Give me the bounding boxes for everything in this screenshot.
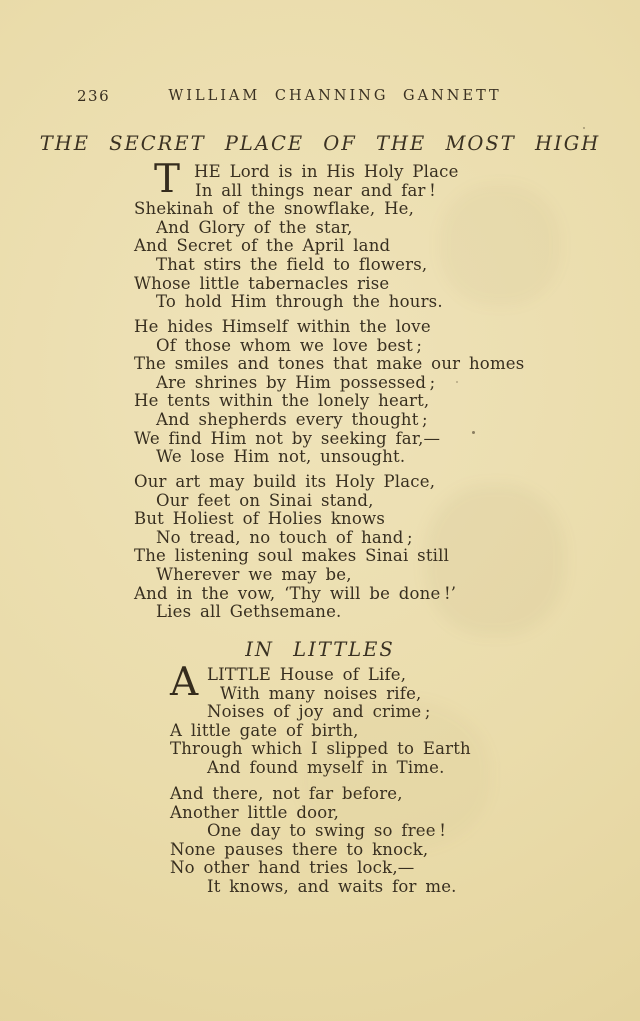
- poem-line: HE Lord is in His Holy Place: [194, 162, 459, 181]
- poem-line: He hides Himself within the love: [134, 317, 431, 336]
- poem-line: With many noises rife,: [220, 683, 422, 703]
- poem-line: And found myself in Time.: [207, 757, 445, 777]
- poem-line: A little gate of birth,: [170, 720, 359, 740]
- poem-line: That stirs the field to flowers,: [156, 254, 428, 274]
- poem-line: Wherever we may be,: [156, 564, 352, 584]
- poem-line: Lies all Gethsemane.: [156, 602, 342, 622]
- poem-line: Noises of joy and crime ;: [207, 702, 431, 722]
- stanza: [134, 473, 456, 622]
- poem-title-in-littles: IN LITTLES: [245, 638, 395, 661]
- ink-speck: [583, 127, 585, 129]
- poem-line: The listening soul makes Sinai still: [134, 546, 450, 566]
- poem-line: Whose little tabernacles rise: [134, 273, 390, 293]
- poem-line: And in the vow, ‘Thy will be done !’: [134, 583, 457, 603]
- stanza: [134, 157, 459, 312]
- poem-line: In all things near and far !: [195, 180, 436, 200]
- drop-cap: T: [154, 157, 181, 202]
- poem-line: LITTLE House of Life,: [207, 665, 407, 684]
- poem-title-secret-place: THE SECRET PLACE OF THE MOST HIGH: [39, 132, 601, 155]
- stanza: [170, 660, 471, 778]
- poem-line: It knows, and waits for me.: [207, 876, 457, 896]
- poem-line: And shepherds every thought ;: [156, 409, 428, 429]
- drop-cap: A: [170, 660, 199, 705]
- poem-line: And Secret of the April land: [134, 236, 391, 256]
- poem-line: Our art may build its Holy Place,: [134, 472, 436, 491]
- poem-line: Are shrines by Him possessed ;: [156, 372, 436, 392]
- poem-line: No other hand tries lock,—: [170, 858, 415, 878]
- poem-line: Of those whom we love best ;: [156, 335, 423, 355]
- poem-line: No tread, no touch of hand ;: [156, 527, 413, 547]
- poem-line: One day to swing so free !: [207, 821, 447, 841]
- poem-line: And Glory of the star,: [156, 217, 353, 237]
- poem-line: He tents within the lonely heart,: [134, 391, 430, 411]
- poem-line: Another little door,: [170, 802, 340, 822]
- page-number: 236: [77, 87, 111, 105]
- stanza: [170, 785, 457, 897]
- poem-line: And there, not far before,: [170, 784, 403, 803]
- poem-line: None pauses there to knock,: [170, 839, 429, 859]
- poem-line: The smiles and tones that make our homes: [134, 354, 525, 374]
- poem-line: We lose Him not, unsought.: [156, 447, 406, 467]
- poem-line: Our feet on Sinai stand,: [156, 490, 374, 510]
- poem-line: Shekinah of the snowflake, He,: [134, 199, 415, 219]
- poem-line: Through which I slipped to Earth: [170, 739, 471, 759]
- running-header: WILLIAM CHANNING GANNETT: [168, 88, 502, 104]
- stanza: [134, 318, 524, 467]
- poem-line: But Holiest of Holies knows: [134, 509, 386, 529]
- poem-line: We find Him not by seeking far,—: [134, 428, 441, 448]
- poem-line: To hold Him through the hours.: [156, 292, 443, 312]
